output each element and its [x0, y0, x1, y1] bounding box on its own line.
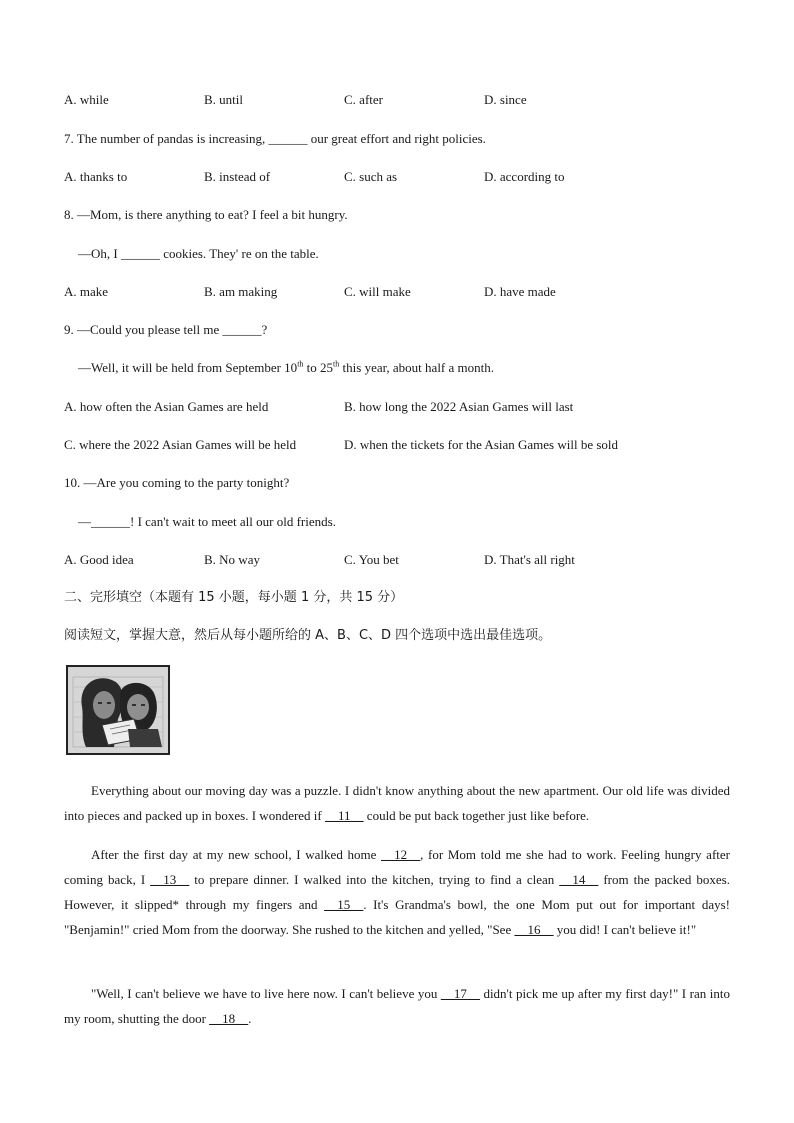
q9-line2: —Well, it will be held from September 10th to 25th this year, about half a month.	[78, 359, 494, 375]
blank-16[interactable]: __16__	[514, 922, 554, 937]
blank-13[interactable]: __13__	[150, 872, 190, 887]
q6-option-c: C. after	[344, 92, 383, 107]
q8-option-b: B. am making	[204, 284, 278, 299]
q6-option-b: B. until	[204, 92, 244, 107]
passage-paragraph-3: "Well, I can't believe we have to live here now. I can't believe you __17__ didn't pick me up after my first day!" I ran into my room, shutting the door __18__.	[64, 986, 730, 1026]
q7-option-b: B. instead of	[204, 169, 271, 184]
q10-option-c: C. You bet	[344, 552, 399, 567]
passage-paragraph-1: Everything about our moving day was a puzzle. I didn't know anything about the new apartment. Our old life was divided into pieces and packed up in boxes. I wondered if __11__ could be put back together just like before.	[64, 783, 730, 823]
q10-line1: 10. —Are you coming to the party tonight?	[64, 475, 290, 490]
blank-14[interactable]: __14__	[559, 872, 599, 887]
q8-option-c: C. will make	[344, 284, 411, 299]
q9-option-a: A. how often the Asian Games are held	[64, 399, 269, 414]
q10-option-a: A. Good idea	[64, 552, 134, 567]
q8-line1: 8. —Mom, is there anything to eat? I feel a bit hungry.	[64, 207, 348, 222]
q9-option-b: B. how long the 2022 Asian Games will last	[344, 399, 574, 414]
q6-option-d: D. since	[484, 92, 527, 107]
q9-line1: 9. —Could you please tell me ______?	[64, 322, 268, 337]
q7-option-a: A. thanks to	[64, 169, 128, 184]
q7-option-d: D. according to	[484, 169, 565, 184]
q10-line2: —______! I can't wait to meet all our old friends.	[78, 514, 336, 529]
q10-option-d: D. That's all right	[484, 552, 575, 567]
section2-title: 二、完形填空（本题有 15 小题，每小题 1 分，共 15 分）	[64, 590, 404, 605]
passage-illustration	[66, 665, 170, 755]
blank-17[interactable]: __17__	[440, 986, 480, 1001]
q8-option-d: D. have made	[484, 284, 556, 299]
q10-option-b: B. No way	[204, 552, 260, 567]
blank-15[interactable]: __15__	[324, 897, 364, 912]
blank-11[interactable]: __11__	[325, 808, 364, 823]
q7-option-c: C. such as	[344, 169, 398, 184]
q9-option-d: D. when the tickets for the Asian Games will be sold	[344, 437, 619, 452]
q8-line2: —Oh, I ______ cookies. They' re on the table.	[78, 246, 319, 261]
q8-option-a: A. make	[64, 284, 109, 299]
passage-paragraph-2: After the first day at my new school, I walked home __12__, for Mom told me she had to work. Feeling hungry after coming back, I __13__ to prepare dinner. I walked into the kitchen, trying to find a clean __14__ from the packed boxes. However, it slipped* through my fingers and __15__. It's Grandma's bowl, the one Mom put out for important days! "Benjamin!" cried Mom from the doorway. She rushed to the kitchen and yelled, "See __16__ you did! I can't believe it!"	[64, 847, 730, 937]
q9-option-c: C. where the 2022 Asian Games will be held	[64, 437, 297, 452]
q6-option-a: A. while	[64, 92, 109, 107]
blank-12[interactable]: __12__	[381, 847, 421, 862]
blank-18[interactable]: __18__	[209, 1011, 249, 1026]
section2-instruction: 阅读短文，掌握大意，然后从每小题所给的 A、B、C、D 四个选项中选出最佳选项。	[64, 628, 552, 643]
q7-stem: 7. The number of pandas is increasing, ______ our great effort and right policies.	[64, 131, 486, 146]
